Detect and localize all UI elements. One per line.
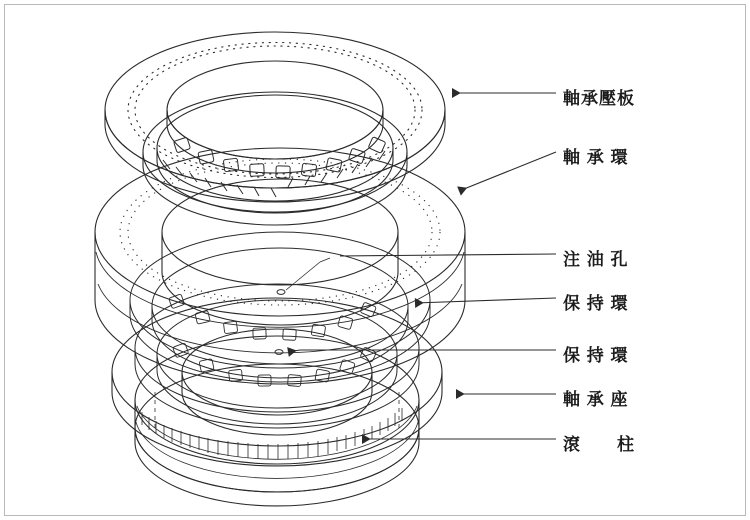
label-retaining-ring-lower: 保 持 環 (563, 346, 629, 365)
label-roller: 滾 柱 (563, 435, 635, 454)
label-bearing-pressure-plate: 軸承壓板 (563, 89, 635, 108)
label-bearing-seat: 軸 承 座 (563, 390, 629, 409)
label-bearing-ring: 軸 承 環 (563, 148, 629, 167)
label-retaining-ring-upper: 保 持 環 (563, 294, 629, 313)
label-oil-injection-hole: 注 油 孔 (563, 250, 629, 269)
